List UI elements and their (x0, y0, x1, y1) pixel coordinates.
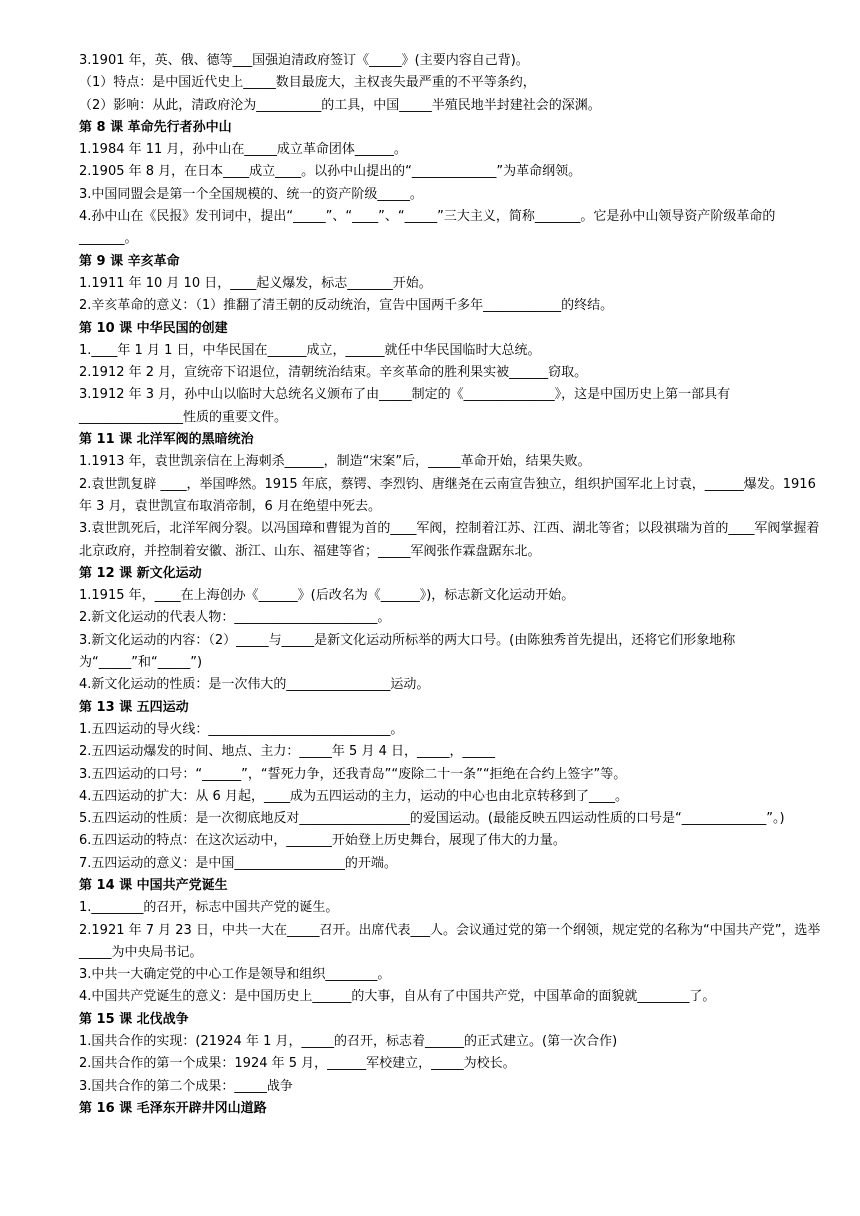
lesson-heading: 第 16 课 毛泽东开辟井冈山道路 (79, 1100, 267, 1116)
lesson-heading: 第 11 课 北洋军阀的黑暗统治 (79, 432, 254, 448)
question-line: 2.新文化运动的代表人物：______________________。 (79, 610, 391, 626)
question-line: （1）特点：是中国近代史上_____数目最庞大，主权丧失最严重的不平等条约， (79, 75, 536, 91)
question-line: 3.国共合作的第二个成果：_____战争 (79, 1078, 293, 1094)
worksheet-document (79, 50, 821, 1120)
lesson-heading: 第 8 课 革命先行者孙中山 (79, 119, 232, 135)
question-line: 4.新文化运动的性质：是一次伟大的________________运动。 (79, 677, 430, 693)
question-line: 1.1915 年，____在上海创办《______》(后改名为《______》)，标志新文化运动开始。 (79, 588, 575, 604)
question-line: 4.五四运动的扩大：从 6 月起，____成为五四运动的主力，运动的中心也由北京转移到了____。 (79, 788, 628, 804)
question-line: 1.________的召开，标志中国共产党的诞生。 (79, 900, 339, 916)
question-line: 2.1912 年 2 月，宣统帝下诏退位，清朝统治结束。辛亥革命的胜利果实被______窃取。 (79, 365, 588, 381)
question-line: 2.1921 年 7 月 23 日，中共一大在_____召开。出席代表___人。会议通过党的第一个纲领，规定党的名称为“中国共产党”，选举_____为中央局书记。 (79, 922, 821, 960)
question-line: 3.中共一大确定党的中心工作是领导和组织________。 (79, 967, 391, 983)
lesson-heading: 第 13 课 五四运动 (79, 699, 189, 715)
question-line: 3.中国同盟会是第一个全国规模的、统一的资产阶级_____。 (79, 186, 423, 202)
question-line: 5.五四运动的性质：是一次彻底地反对_________________的爱国运动。(最能反映五四运动性质的口号是“_____________”。) (79, 811, 785, 827)
question-line: 1.1911 年 10 月 10 日，____起义爆发，标志_______开始。 (79, 275, 432, 291)
question-line: 2.辛亥革命的意义：（1）推翻了清王朝的反动统治，宣告中国两千多年____________的终结。 (79, 298, 614, 314)
question-line: 3.袁世凯死后，北洋军阀分裂。以冯国璋和曹锟为首的____军阀，控制着江苏、江西、湖北等省；以段祺瑞为首的____军阀掌握着北京政府，并控制着安徽、浙江、山东、福建等省；_____军阀张作霖盘踞东北。 (79, 521, 820, 559)
question-line: 2.1905 年 8 月，在日本____成立____。以孙中山提出的“_____________”为革命纲领。 (79, 164, 582, 180)
question-line: 3.五四运动的口号：“______”，“誓死力争，还我青岛”“废除二十一条”“拒绝在合约上签字”等。 (79, 766, 627, 782)
lesson-heading: 第 15 课 北伐战争 (79, 1011, 189, 1027)
question-line: 2.五四运动爆发的时间、地点、主力：_____年 5 月 4 日，_____，_____ (79, 744, 495, 760)
question-line: 1.五四运动的导火线：____________________________。 (79, 721, 404, 737)
question-line: 7.五四运动的意义：是中国_________________的开端。 (79, 855, 397, 871)
lesson-heading: 第 14 课 中国共产党诞生 (79, 877, 228, 893)
question-line: 1.1984 年 11 月，孙中山在_____成立革命团体______。 (79, 142, 407, 158)
lesson-heading: 第 10 课 中华民国的创建 (79, 320, 228, 336)
question-line: 3.1912 年 3 月，孙中山以临时大总统名义颁布了由_____制定的《______________》，这是中国历史上第一部具有________________性质的重要文件。 (79, 387, 731, 425)
question-line: 6.五四运动的特点：在这次运动中，_______开始登上历史舞台，展现了伟大的力量。 (79, 833, 566, 849)
question-line: 1.1913 年，袁世凯亲信在上海刺杀______，制造“宋案”后，_____革命开始，结果失败。 (79, 454, 591, 470)
question-line: 3.1901 年，英、俄、德等___国强迫清政府签订《_____》(主要内容自己背)。 (79, 53, 529, 68)
question-line: 1.____年 1 月 1 日，中华民国在______成立，______就任中华民国临时大总统。 (79, 342, 541, 358)
question-line: 1.国共合作的实现：(21924 年 1 月，_____的召开，标志着______的正式建立。(第一次合作) (79, 1034, 618, 1050)
question-line: 2.国共合作的第一个成果：1924 年 5 月，______军校建立，_____为校长。 (79, 1056, 516, 1072)
question-line: 3.新文化运动的内容：（2）_____与_____是新文化运动所标举的两大口号。(由陈独秀首先提出，还将它们形象地称为“_____”和“_____”) (79, 632, 736, 671)
lesson-heading: 第 12 课 新文化运动 (79, 565, 202, 581)
question-line: 4.中国共产党诞生的意义：是中国历史上______的大事，自从有了中国共产党，中国革命的面貌就________了。 (79, 989, 716, 1005)
question-line: （2）影响：从此，清政府沦为__________的工具，中国_____半殖民地半封建社会的深渊。 (79, 97, 601, 113)
question-line: 4.孙中山在《民报》发刊词中，提出“_____”、“____”、“_____”三大主义，简称_______。它是孙中山领导资产阶级革命的_______。 (79, 209, 776, 247)
lesson-heading: 第 9 课 辛亥革命 (79, 253, 180, 269)
question-line: 2.袁世凯复辟 ____，举国哗然。1915 年底，蔡锷、李烈钧、唐继尧在云南宣告独立，组织护国军北上讨袁，______爆发。1916 年 3 月，袁世凯宣布取消帝制，6 月在绝望中死去。 (79, 476, 816, 514)
